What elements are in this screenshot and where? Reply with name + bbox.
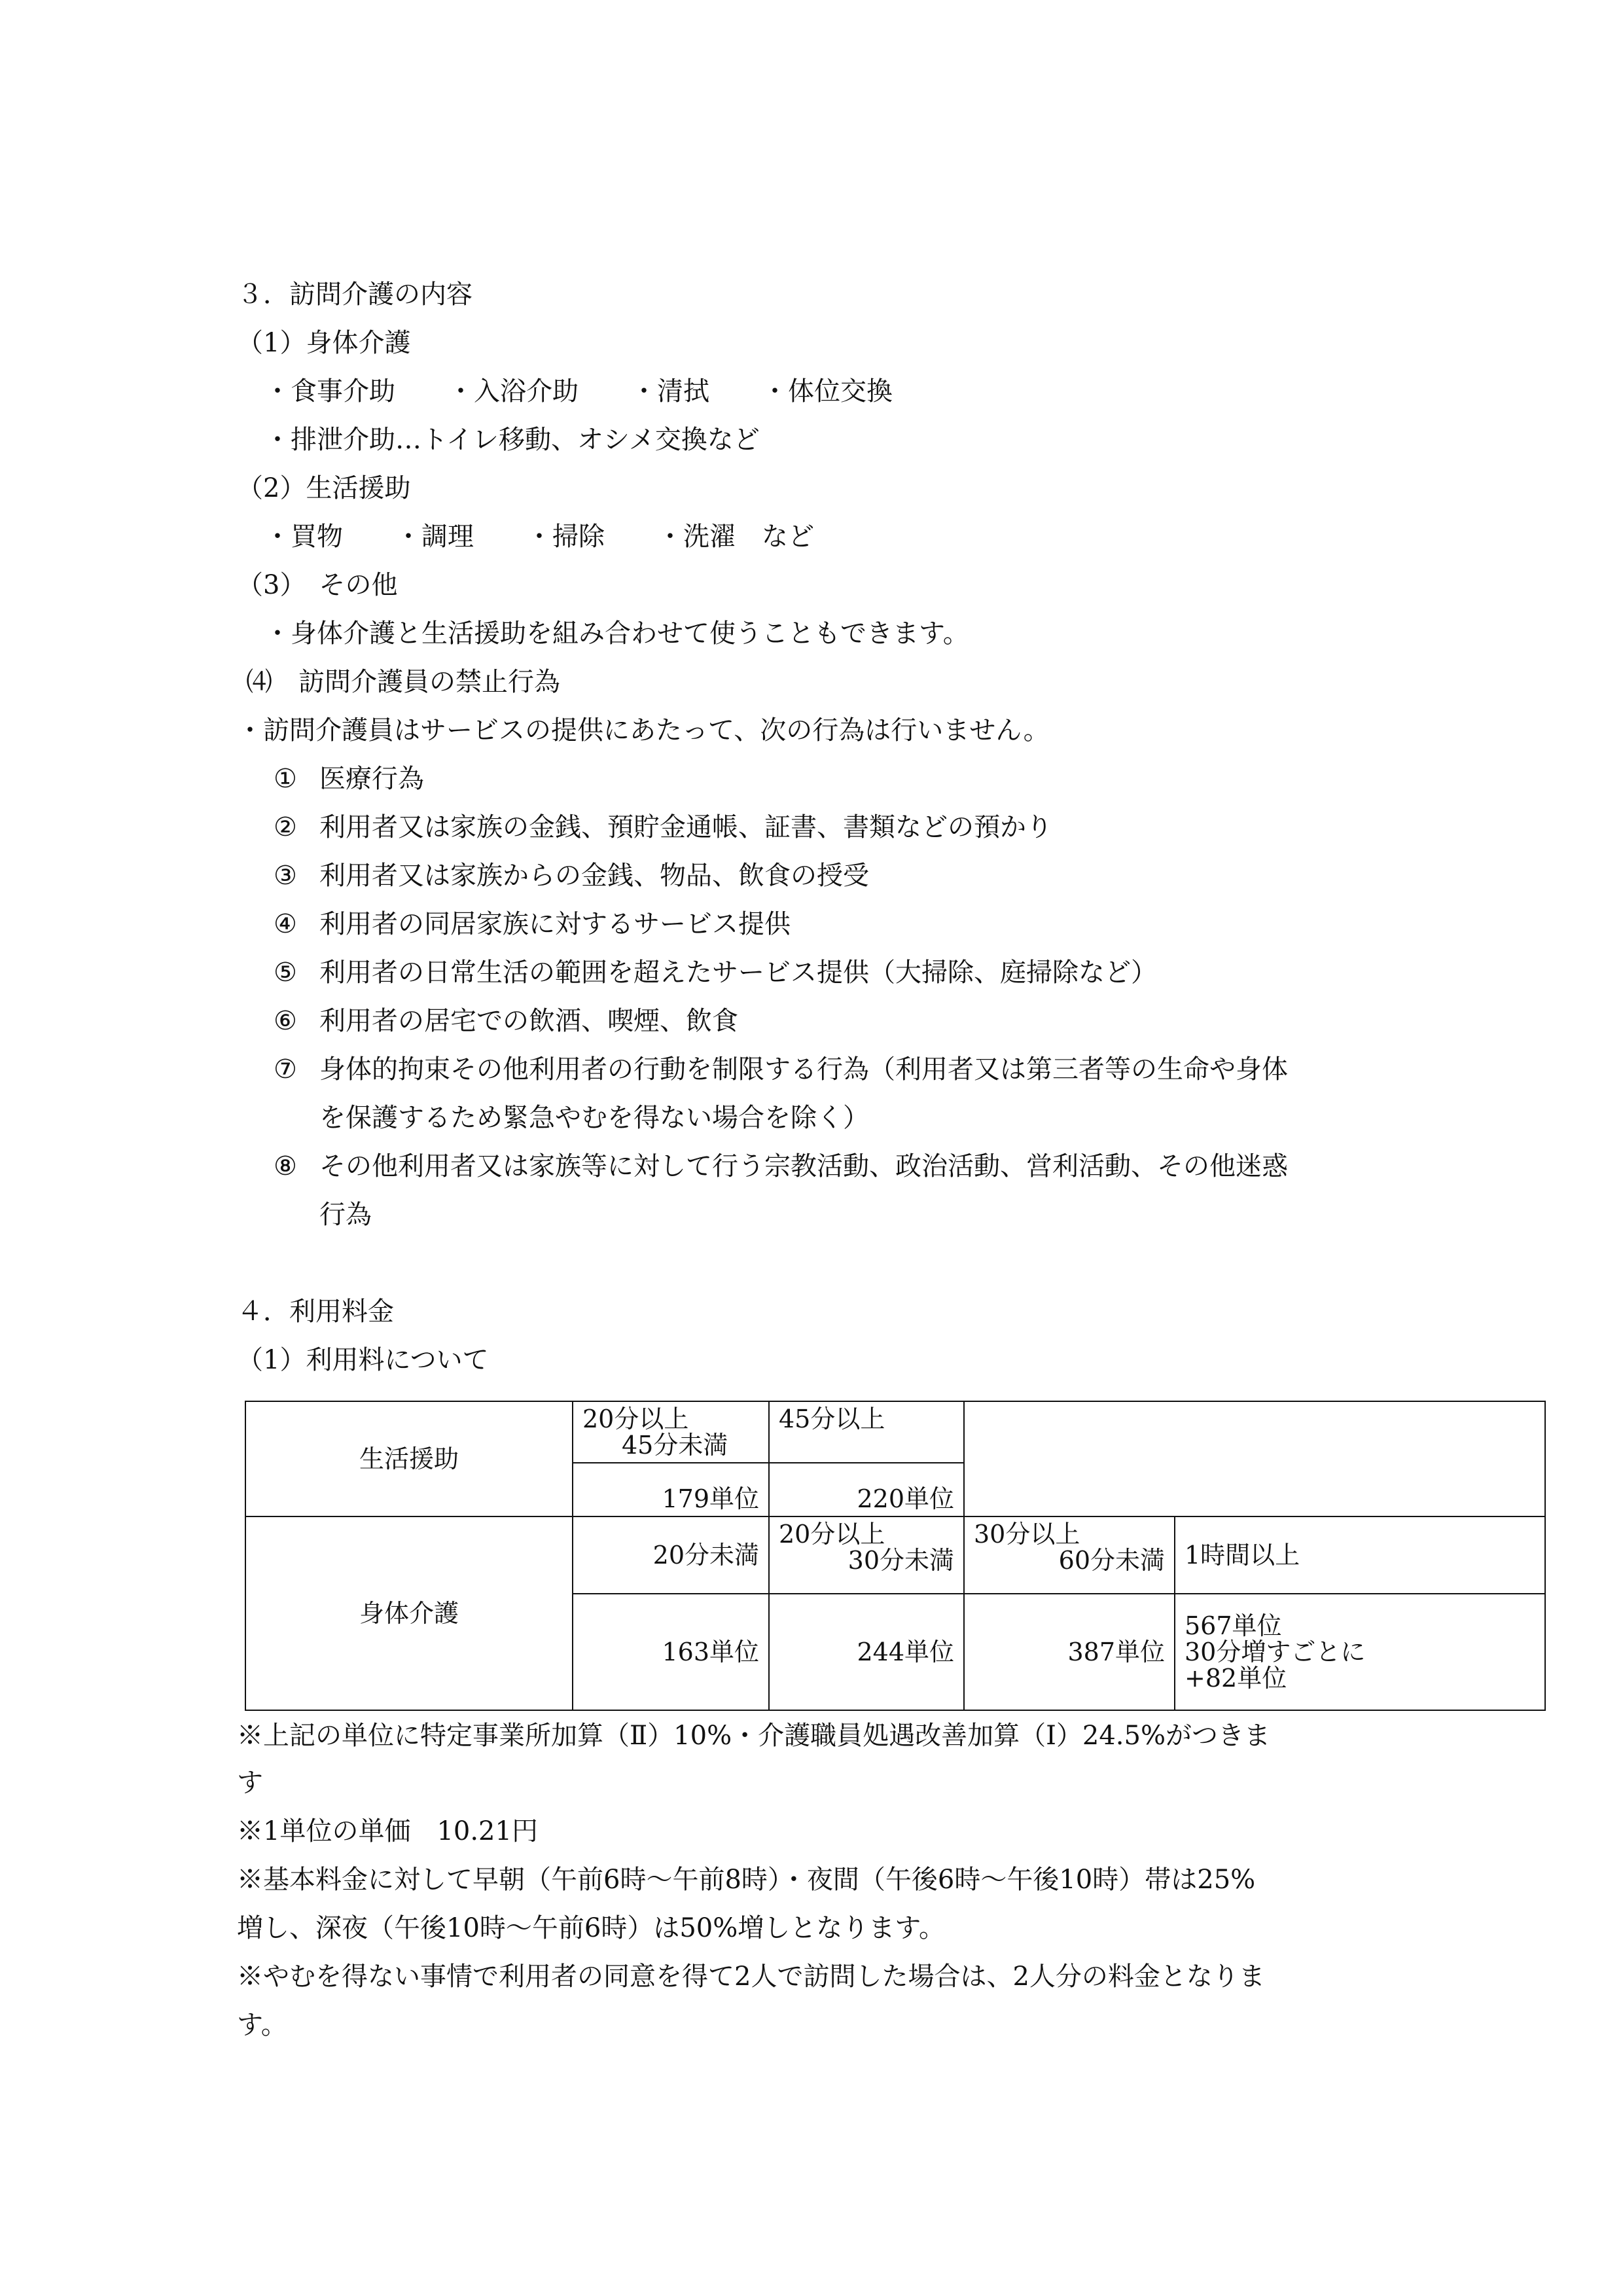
shintai-unit-1: 163単位 (573, 1594, 769, 1710)
personal-care-items: ・食事介助 ・入浴介助 ・清拭 ・体位交換 (264, 376, 893, 406)
subsection-daily-living: （2）生活援助 (237, 473, 411, 503)
shintai-duration-3: 30分以上 60分未満 (964, 1516, 1175, 1594)
seikatsu-empty-cell (964, 1401, 1545, 1516)
shintai-label: 身体介護 (245, 1516, 573, 1710)
note-additions-cont: す (237, 1768, 263, 1798)
subsection-personal-care: （1）身体介護 (237, 328, 411, 358)
subsection-prohibited: ⑷ 訪問介護員の禁止行為 (246, 667, 560, 697)
seikatsu-unit-1: 179単位 (573, 1463, 769, 1516)
shintai-unit-3: 387単位 (964, 1594, 1175, 1710)
section-3-title: ３．訪問介護の内容 (237, 279, 473, 310)
shintai-duration-1: 20分未満 (573, 1516, 769, 1594)
note-two-person: ※やむを得ない事情で利用者の同意を得て2人で訪問した場合は、2人分の料金となりま (237, 1962, 1265, 1992)
personal-care-excretion: ・排泄介助…トイレ移動、オシメ交換など (264, 425, 760, 455)
prohibited-item-3: ③ 利用者又は家族からの金銭、物品、飲食の授受 (274, 861, 869, 891)
section-4-title: ４．利用料金 (237, 1297, 394, 1327)
subsection-other: （3） その他 (237, 570, 398, 600)
note-two-person-cont: す。 (237, 2010, 287, 2040)
prohibited-item-1: ① 医療行為 (274, 764, 424, 794)
prohibited-item-8: ⑧ その他利用者又は家族等に対して行う宗教活動、政治活動、営利活動、その他迷惑 (274, 1151, 1288, 1181)
other-items: ・身体介護と生活援助を組み合わせて使うこともできます。 (264, 619, 969, 649)
note-time-surcharge: ※基本料金に対して早朝（午前6時～午前8時）・夜間（午後6時～午後10時）帯は25% (237, 1865, 1256, 1895)
note-time-surcharge-cont: 増し、深夜（午後10時～午前6時）は50%増しとなります。 (237, 1913, 946, 1943)
prohibited-item-4: ④ 利用者の同居家族に対するサービス提供 (274, 909, 791, 939)
prohibited-item-6: ⑥ 利用者の居宅での飲酒、喫煙、飲食 (274, 1006, 738, 1036)
note-unit-price: ※1単位の単価 10.21円 (237, 1816, 538, 1846)
daily-living-items: ・買物 ・調理 ・掃除 ・洗濯 など (264, 522, 814, 552)
prohibited-item-7: ⑦ 身体的拘束その他利用者の行動を制限する行為（利用者又は第三者等の生命や身体 (274, 1054, 1288, 1085)
prohibited-item-2: ② 利用者又は家族の金銭、預貯金通帳、証書、書類などの預かり (274, 812, 1052, 842)
prohibited-intro: ・訪問介護員はサービスの提供にあたって、次の行為は行いません。 (237, 715, 1050, 745)
seikatsu-duration-2: 45分以上 (769, 1401, 964, 1463)
shintai-unit-2: 244単位 (769, 1594, 964, 1710)
prohibited-item-5: ⑤ 利用者の日常生活の範囲を超えたサービス提供（大掃除、庭掃除など） (274, 958, 1157, 988)
shintai-duration-4: 1時間以上 (1175, 1516, 1545, 1594)
seikatsu-duration-1: 20分以上 45分未満 (573, 1401, 769, 1463)
prohibited-item-7-cont: を保護するため緊急やむを得ない場合を除く） (319, 1103, 869, 1133)
shintai-unit-4: 567単位 30分増すごとに +82単位 (1175, 1594, 1545, 1710)
subsection-fees: （1）利用料について (237, 1345, 489, 1375)
fee-table (245, 1401, 1546, 1711)
seikatsu-unit-2: 220単位 (769, 1463, 964, 1516)
note-additions: ※上記の単位に特定事業所加算（Ⅱ）10%・介護職員処遇改善加算（Ⅰ）24.5%がつきま (237, 1721, 1270, 1751)
shintai-duration-2: 20分以上 30分未満 (769, 1516, 964, 1594)
prohibited-item-8-cont: 行為 (319, 1200, 372, 1230)
seikatsu-label: 生活援助 (245, 1401, 573, 1516)
